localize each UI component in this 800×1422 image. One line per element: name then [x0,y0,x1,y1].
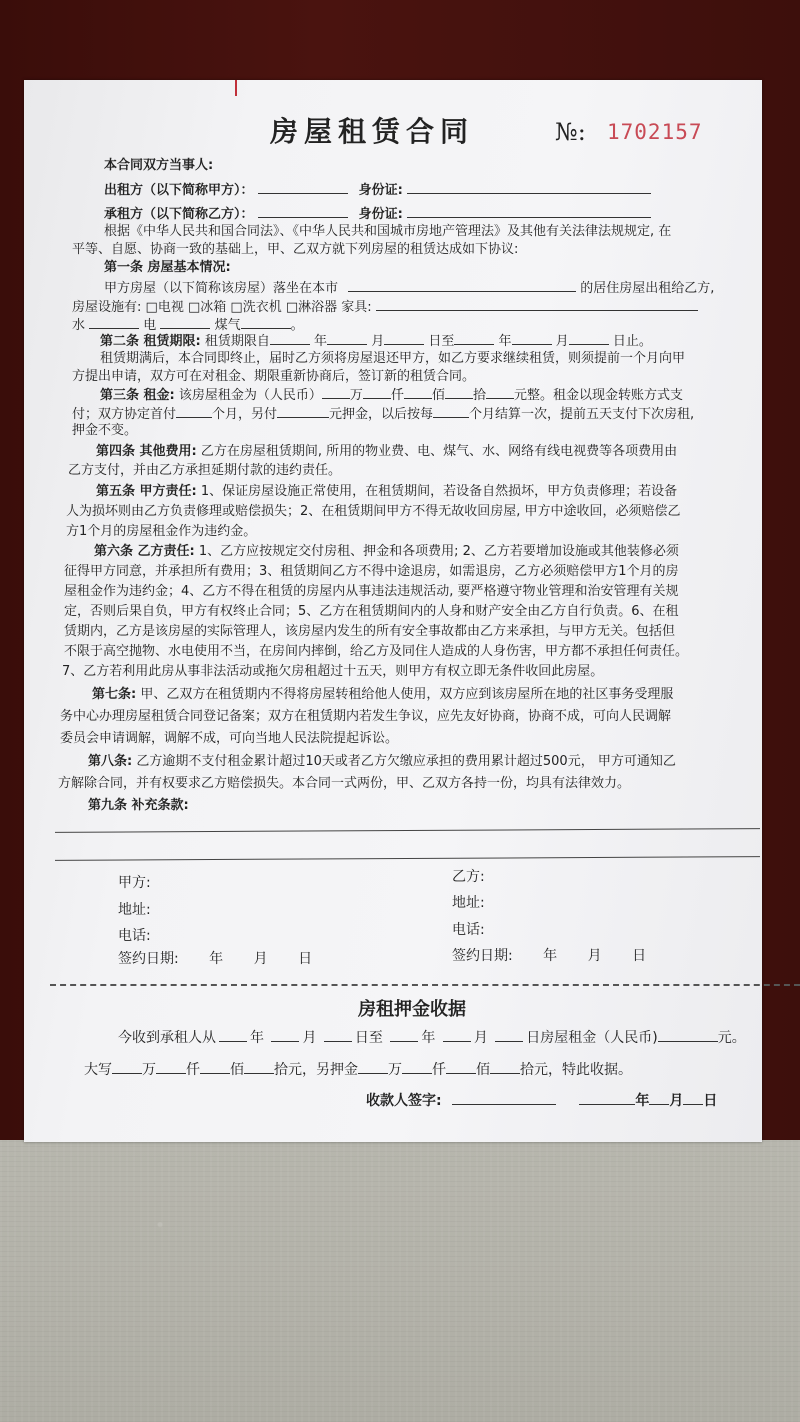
qian-label: 仟 [432,1062,446,1078]
period: 。 [290,318,304,333]
wan-label: 万 [388,1062,402,1078]
day-to-label: 日至 [428,334,455,349]
lessee-row [104,204,651,224]
lessor-name-field[interactable] [258,180,348,194]
start-month-field[interactable] [327,331,367,345]
month-label: 月 [669,1093,684,1109]
lessor-id-field[interactable] [407,180,651,194]
lessor-row [104,180,651,200]
art6-text: 1、乙方应按规定交付房租、押金和各项费用; 2、乙方若要增加设施或其他装修必须 [198,544,679,559]
art2-heading: 第二条 租赁期限: [100,334,201,349]
art3-line-1 [100,385,683,405]
receipt-line-1 [118,1027,746,1047]
art5-heading: 第五条 甲方责任: [96,484,197,499]
art4-line-2: 乙方支付，并由乙方承担延期付款的违约责任。 [68,463,342,478]
art6-line-6: 不限于高空抛物、水电使用不当，在房间内摔倒，给乙方及同住人造成的人身伤害，甲方都不承担任何责任。 [64,644,689,659]
shi-label: 拾 [472,388,486,403]
receipt-end-day[interactable] [495,1028,523,1042]
party-a-phone-label: 电话: [118,928,151,944]
art3-line-3: 押金不变。 [72,423,138,438]
electric-field[interactable] [160,315,210,329]
receipt-end-year[interactable] [390,1028,418,1042]
red-mark [235,80,237,96]
start-year-field[interactable] [270,331,310,345]
rent-label: 该房屋租金为（人民币） [178,388,322,403]
lessee-id-field[interactable] [407,204,651,218]
receipt-title: 房租押金收据 [358,999,466,1020]
furniture-field[interactable] [376,297,698,311]
parties-heading: 本合同双方当事人: [104,158,214,173]
bai-label: 佰 [476,1062,490,1078]
art6-line-1 [94,543,679,561]
first-months-field[interactable] [176,404,212,418]
lessor-label: 出租方（以下简称甲方）： [104,183,254,198]
settle-months-field[interactable] [433,404,469,418]
receipt-line-2 [84,1059,632,1079]
month-label: 月 [253,951,268,967]
art3-heading: 第三条 租金: [100,388,175,403]
receipt-signer-row [366,1090,717,1110]
party-a-name-label: 甲方: [118,875,151,891]
receipt-amount-field[interactable] [658,1028,718,1042]
receipt-rent-label: 日房屋租金（人民币) [526,1030,658,1046]
year-label: 年 [209,951,224,967]
party-b-date-row [452,945,646,965]
dep-shi-field[interactable] [490,1060,520,1074]
months-label: 个月，另付 [212,407,278,422]
deposit-label: 拾元，另押金 [274,1062,358,1078]
lessee-name-field[interactable] [258,204,348,218]
signer-label: 收款人签字: [366,1093,442,1109]
month-label: 月 [371,334,385,349]
art7-line-1 [92,686,673,704]
facilities-label: 房屋设施有: [72,300,142,315]
art9-heading: 第九条 补充条款: [88,798,189,813]
art4-line-1 [96,443,677,461]
deposit-label: 元押金，以后按每 [329,407,434,422]
document-title: 房屋租赁合同 [270,115,475,148]
rent-qian-field[interactable] [363,385,391,399]
receipt-month-field[interactable] [649,1091,669,1105]
art4-heading: 第四条 其他费用: [96,444,197,459]
art5-line-3: 方1个月的房屋租金作为违约金。 [66,524,257,539]
cap-shi-field[interactable] [244,1060,274,1074]
art8-heading: 第八条: [88,754,133,769]
receipt-year-field[interactable] [579,1091,635,1105]
fridge-checkbox[interactable]: □冰箱 [187,300,227,315]
washer-checkbox[interactable]: □洗衣机 [230,300,282,315]
art8-line-1 [88,753,676,771]
bai-label: 佰 [431,388,445,403]
furniture-label: 家具: [341,300,372,315]
art1-line-1 [104,278,714,298]
dep-qian-field[interactable] [402,1060,432,1074]
art7-heading: 第七条: [92,687,137,702]
start-day-field[interactable] [384,331,424,345]
serial-number: 1702157 [607,120,703,144]
electric-label: 电 [143,318,157,333]
signer-field[interactable] [452,1091,556,1105]
art5-line-2: 人为损坏则由乙方负责修理或赔偿损失；2、在租赁期间甲方不得无故收回房屋, 甲方中途收回，必须赔偿乙 [66,504,681,519]
party-b-address-label: 地址: [452,895,485,911]
tear-line [50,984,800,986]
art1-line-2 [72,297,698,317]
art8-text: 乙方逾期不支付租金累计超过10天或者乙方欠缴应承担的费用累计超过500元， 甲方可通知乙 [136,754,676,769]
receipt-end-month[interactable] [443,1028,471,1042]
cap-qian-field[interactable] [156,1060,186,1074]
receipt-start-year[interactable] [219,1028,247,1042]
art4-text: 乙方在房屋租赁期间, 所用的物业费、电、煤气、水、网络有线电视费等各项费用由 [200,444,678,459]
settle-text: 个月结算一次，提前五天支付下次房租, [469,407,695,422]
yuan-label: 元。 [717,1030,746,1046]
receipt-end-text: 拾元，特此收据。 [520,1062,632,1078]
art8-line-2: 方解除合同，并有权要求乙方赔偿损失。本合同一式两份，甲、乙双方各持一份，均具有法律效力。 [58,776,631,791]
gas-field[interactable] [241,315,291,329]
art7-line-2: 务中心办理房屋租赁合同登记备案；双方在租赁期内若发生争议，应先友好协商，协商不成，可向人民调解 [60,709,672,724]
preamble-line-1: 根据《中华人民共和国合同法》、《中华人民共和国城市房地产管理法》及其他有关法律法规规定, 在 [104,224,672,239]
shower-checkbox[interactable]: □淋浴器 [285,300,338,315]
rent-payment-text: 元整。租金以现金转账方式支 [513,388,683,403]
receipt-start-month[interactable] [271,1028,299,1042]
art1-location-label: 甲方房屋（以下简称该房屋）落坐在本市 [104,281,339,296]
day-to-label: 日至 [354,1030,383,1046]
party-a-date-row [118,948,312,968]
year-label: 年 [635,1093,650,1109]
location-field[interactable] [348,278,576,292]
lessee-id-label: 身份证: [358,207,403,222]
water-field[interactable] [89,315,139,329]
day-end-label: 日止。 [612,334,652,349]
water-label: 水 [72,318,86,333]
year-label: 年 [543,948,558,964]
rent-shi-field[interactable] [445,385,473,399]
dep-bai-field[interactable] [446,1060,476,1074]
rent-yuan-field[interactable] [486,385,514,399]
tv-checkbox[interactable]: □电视 [145,300,184,315]
art7-line-3: 委员会申请调解，调解不成，可向当地人民法院提起诉讼。 [60,731,399,746]
deposit-field[interactable] [277,404,329,418]
preamble-line-2: 平等、自愿、协商一致的基础上，甲、乙双方就下列房屋的租赁达成如下协议: [72,242,519,257]
art6-line-2: 征得甲方同意，并承担所有费用；3、租赁期间乙方不得中途退房，如需退房，乙方必须赔偿甲方1个月的房 [64,564,679,579]
capital-label: 大写 [84,1062,112,1078]
cap-wan-field[interactable] [112,1060,142,1074]
first-payment-label: 付；双方协定首付 [72,407,177,422]
art2-line-2: 租赁期满后，本合同即终止，届时乙方须将房屋退还甲方，如乙方要求继续租赁，则须提前一个月向甲 [100,351,686,366]
art2-line-1 [100,331,652,351]
party-b-date-label: 签约日期: [452,948,513,964]
art1-heading: 第一条 房屋基本情况: [104,260,231,275]
day-label: 日 [703,1093,718,1109]
lessee-label: 承租方（以下简称乙方）： [104,207,254,222]
party-b-phone-label: 电话: [452,922,485,938]
year-label: 年 [421,1030,436,1046]
art5-text: 1、保证房屋设施正常使用，在租赁期间，若设备自然损坏，甲方负责修理；若设备 [200,484,678,499]
month-label: 月 [302,1030,317,1046]
wan-label: 万 [349,388,363,403]
day-label: 日 [298,951,313,967]
art7-text: 甲、乙双方在租赁期内不得将房屋转租给他人使用，双方应到该房屋所在地的社区事务受理服 [140,687,674,702]
art1-rent-out-text: 的居住房屋出租给乙方, [580,281,715,296]
bai-label: 佰 [230,1062,244,1078]
month-label: 月 [473,1030,488,1046]
receipt-from-label: 今收到承租人从 [118,1030,216,1046]
lessor-id-label: 身份证: [358,183,403,198]
qian-label: 仟 [186,1062,200,1078]
month-label: 月 [555,334,569,349]
year-label: 年 [314,334,328,349]
rent-wan-field[interactable] [322,385,350,399]
day-label: 日 [632,948,647,964]
art2-from-label: 租赁期限自 [204,334,270,349]
art6-line-7: 7、乙方若利用此房从事非法活动或拖欠房租超过十五天，则甲方有权立即无条件收回此房屋。 [62,664,604,679]
party-b-name-label: 乙方: [452,869,485,885]
wan-label: 万 [142,1062,156,1078]
end-year-field[interactable] [454,331,494,345]
art6-line-3: 屋租金作为违约金；4、乙方不得在租赁的房屋内从事违法违规活动, 要严格遵守物业管理和治安管理有关规 [64,584,679,599]
serial-label: №: [555,118,586,146]
art6-line-5: 赁期内，乙方是该房屋的实际管理人，该房屋内发生的所有安全事故都由乙方来承担，与甲方无关。包括但 [64,624,676,639]
cap-bai-field[interactable] [200,1060,230,1074]
party-a-date-label: 签约日期: [118,951,179,967]
year-label: 年 [250,1030,264,1046]
art3-line-2 [72,404,694,424]
gas-label: 煤气 [214,318,241,333]
end-month-field[interactable] [512,331,552,345]
year-label: 年 [498,334,512,349]
party-a-address-label: 地址: [118,902,151,918]
art2-line-3: 方提出申请，双方可在对租金、期限重新协商后，签订新的租赁合同。 [72,369,476,384]
art5-line-1 [96,483,677,501]
receipt-day-field[interactable] [683,1091,703,1105]
cardboard-backing [0,1140,800,1422]
end-day-field[interactable] [569,331,609,345]
dep-wan-field[interactable] [358,1060,388,1074]
receipt-start-day[interactable] [324,1028,352,1042]
month-label: 月 [587,948,602,964]
art6-line-4: 定，否则后果自负，甲方有权终止合同；5、乙方在租赁期间内的人身和财产安全由乙方自行负责。6、在租 [64,604,679,619]
rent-bai-field[interactable] [404,385,432,399]
qian-label: 仟 [390,388,404,403]
art6-heading: 第六条 乙方责任: [94,544,195,559]
